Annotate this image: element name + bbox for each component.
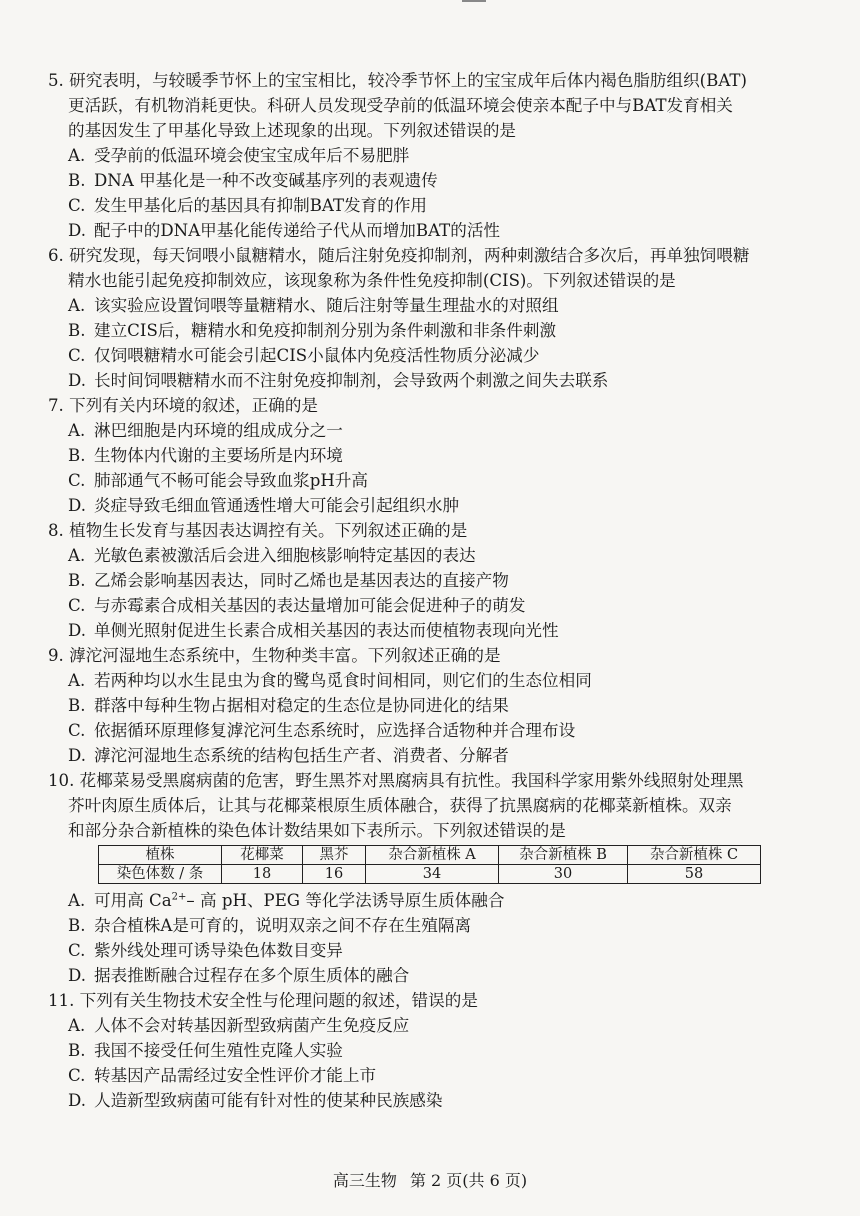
table-row	[99, 865, 761, 884]
option-c: C. 发生甲基化后的基因具有抑制BAT发育的作用	[68, 196, 428, 215]
footer-page-number: 第 2 页(共 6 页)	[409, 1171, 528, 1190]
question-11	[48, 988, 828, 1113]
question-stem: 11. 下列有关生物技术安全性与伦理问题的叙述，错误的是	[48, 991, 478, 1010]
question-stem: 7. 下列有关内环境的叙述，正确的是	[48, 396, 319, 415]
table-header-cell: 杂合新植株 B	[499, 846, 628, 865]
question-stem: 和部分杂合新植株的染色体计数结果如下表所示。下列叙述错误的是	[68, 821, 566, 840]
option-b: B. 生物体内代谢的主要场所是内环境	[68, 446, 343, 465]
table-cell: 58	[628, 865, 761, 884]
question-stem: 10. 花椰菜易受黑腐病菌的危害，野生黑芥对黑腐病具有抗性。我国科学家用紫外线照射处理黑	[48, 771, 744, 790]
question-7	[48, 393, 828, 518]
option-c: C. 与赤霉素合成相关基因的表达量增加可能会促进种子的萌发	[68, 596, 526, 615]
option-c: C. 依据循环原理修复滹沱河生态系统时，应选择合适物种并合理布设	[68, 721, 576, 740]
option-d: D. 长时间饲喂糖精水而不注射免疫抑制剂，会导致两个刺激之间失去联系	[68, 371, 609, 390]
question-10	[48, 768, 828, 988]
table-header-cell: 植株	[99, 846, 222, 865]
option-a: A. 淋巴细胞是内环境的组成成分之一	[68, 421, 343, 440]
question-sheet	[48, 68, 828, 1113]
option-b: B. 乙烯会影响基因表达，同时乙烯也是基因表达的直接产物	[68, 571, 509, 590]
option-a: A. 受孕前的低温环境会使宝宝成年后不易肥胖	[68, 146, 410, 165]
table-cell: 18	[222, 865, 303, 884]
question-stem: 9. 滹沱河湿地生态系统中，生物种类丰富。下列叙述正确的是	[48, 646, 501, 665]
table-cell: 34	[366, 865, 499, 884]
chromosome-count-table	[98, 845, 761, 884]
option-c: C. 紫外线处理可诱导染色体数目变异	[68, 941, 343, 960]
page-footer	[0, 1168, 860, 1191]
question-stem: 5. 研究表明，与较暖季节怀上的宝宝相比，较冷季节怀上的宝宝成年后体内褐色脂肪组织(BAT)	[48, 71, 747, 90]
option-a: A. 可用高 $Ca^{2+}-$ 高 pH、PEG 等化学法诱导原生质体融合	[68, 891, 505, 910]
question-stem: 精水也能引起免疫抑制效应，该现象称为条件性免疫抑制(CIS)。下列叙述错误的是	[68, 271, 676, 290]
option-c: C. 仅饲喂糖精水可能会引起CIS小鼠体内免疫活性物质分泌减少	[68, 346, 540, 365]
option-d: D. 配子中的DNA甲基化能传递给子代从而增加BAT的活性	[68, 221, 501, 240]
option-d: D. 炎症导致毛细血管通透性增大可能会引起组织水肿	[68, 496, 460, 515]
table-cell: 30	[499, 865, 628, 884]
option-a: A. 该实验应设置饲喂等量糖精水、随后注射等量生理盐水的对照组	[68, 296, 559, 315]
option-d: D. 滹沱河湿地生态系统的结构包括生产者、消费者、分解者	[68, 746, 509, 765]
table-header-row	[99, 846, 761, 865]
table-header-cell: 花椰菜	[222, 846, 303, 865]
table-cell: 16	[303, 865, 366, 884]
option-b: B. 杂合植株A是可育的，说明双亲之间不存在生殖隔离	[68, 916, 472, 935]
question-9	[48, 643, 828, 768]
option-c: C. 转基因产品需经过安全性评价才能上市	[68, 1066, 377, 1085]
page-edge-mark	[462, 0, 486, 2]
option-c: C. 肺部通气不畅可能会导致血浆pH升高	[68, 471, 368, 490]
table-header-cell: 杂合新植株 C	[628, 846, 761, 865]
option-a: A. 若两种均以水生昆虫为食的鹭鸟觅食时间相同，则它们的生态位相同	[68, 671, 592, 690]
option-d: D. 人造新型致病菌可能有针对性的使某种民族感染	[68, 1091, 443, 1110]
table-cell: 染色体数 / 条	[99, 865, 222, 884]
question-stem: 更活跃，有机物消耗更快。科研人员发现受孕前的低温环境会使亲本配子中与BAT发育相关	[68, 96, 733, 115]
question-8	[48, 518, 828, 643]
option-a: A. 人体不会对转基因新型致病菌产生免疫反应	[68, 1016, 410, 1035]
table-header-cell: 杂合新植株 A	[366, 846, 499, 865]
option-b: B. DNA 甲基化是一种不改变碱基序列的表观遗传	[68, 171, 438, 190]
option-b: B. 群落中每种生物占据相对稳定的生态位是协同进化的结果	[68, 696, 509, 715]
superscript: 2+	[171, 891, 187, 903]
question-5	[48, 68, 828, 243]
question-stem: 8. 植物生长发育与基因表达调控有关。下列叙述正确的是	[48, 521, 468, 540]
option-b: B. 我国不接受任何生殖性克隆人实验	[68, 1041, 343, 1060]
question-stem: 的基因发生了甲基化导致上述现象的出现。下列叙述错误的是	[68, 121, 517, 140]
option-b: B. 建立CIS后，糖精水和免疫抑制剂分别为条件刺激和非条件刺激	[68, 321, 557, 340]
question-stem: 6. 研究发现，每天饲喂小鼠糖精水，随后注射免疫抑制剂，两种刺激结合多次后，再单独饲喂糖	[48, 246, 750, 265]
footer-subject: 高三生物	[332, 1171, 397, 1190]
question-6	[48, 243, 828, 393]
option-a: A. 光敏色素被激活后会进入细胞核影响特定基因的表达	[68, 546, 476, 565]
option-d: D. 单侧光照射促进生长素合成相关基因的表达而使植物表现向光性	[68, 621, 559, 640]
table-header-cell: 黑芥	[303, 846, 366, 865]
option-d: D. 据表推断融合过程存在多个原生质体的融合	[68, 966, 410, 985]
question-stem: 芥叶肉原生质体后，让其与花椰菜根原生质体融合，获得了抗黑腐病的花椰菜新植株。双亲	[68, 796, 732, 815]
